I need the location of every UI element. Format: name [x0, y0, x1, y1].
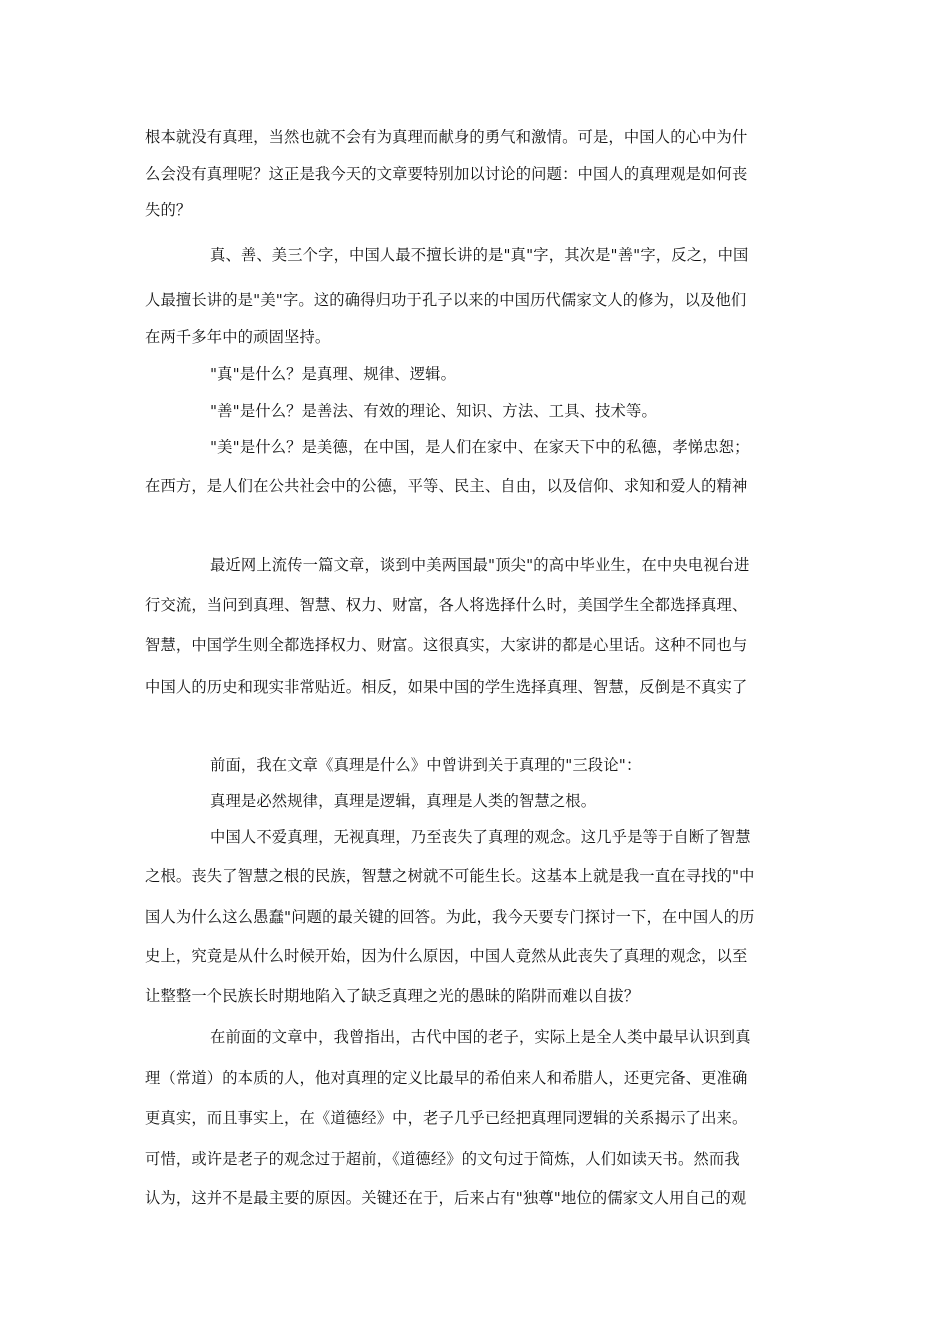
text-line: 在前面的文章中，我曾指出，古代中国的老子，实际上是全人类中最早认识到真: [210, 1028, 751, 1046]
text-line: 失的？: [145, 201, 192, 219]
text-line: 理（常道）的本质的人，他对真理的定义比最早的希伯来人和希腊人，还更完备、更准确: [145, 1069, 748, 1087]
text-line: 行交流，当问到真理、智慧、权力、财富，各人将选择什么时，美国学生全都选择真理、: [145, 596, 748, 614]
text-line: 根本就没有真理，当然也就不会有为真理而献身的勇气和激情。可是，中国人的心中为什: [145, 128, 748, 146]
text-line: 国人为什么这么愚蠢"问题的最关键的回答。为此，我今天要专门探讨一下，在中国人的历: [145, 908, 755, 926]
text-line: 人最擅长讲的是"美"字。这的确得归功于孔子以来的中国历代儒家文人的修为，以及他们: [145, 291, 747, 309]
text-line: 智慧，中国学生则全都选择权力、财富。这很真实，大家讲的都是心里话。这种不同也与: [145, 636, 748, 654]
text-line: 么会没有真理呢？这正是我今天的文章要特别加以讨论的问题：中国人的真理观是如何丧: [145, 165, 748, 183]
text-line: 最近网上流传一篇文章，谈到中美两国最"顶尖"的高中毕业生，在中央电视台进: [210, 556, 750, 574]
text-line: 中国人的历史和现实非常贴近。相反，如果中国的学生选择真理、智慧，反倒是不真实了: [145, 678, 748, 696]
text-line: 认为，这并不是最主要的原因。关键还在于，后来占有"独尊"地位的儒家文人用自己的观: [145, 1189, 747, 1207]
text-line: 让整整一个民族长时期地陷入了缺乏真理之光的愚昧的陷阱而难以自拔？: [145, 987, 640, 1005]
text-line: "善"是什么？是善法、有效的理论、知识、方法、工具、技术等。: [210, 402, 657, 420]
text-line: 真、善、美三个字，中国人最不擅长讲的是"真"字，其次是"善"字，反之，中国: [210, 246, 749, 264]
text-line: 更真实，而且事实上，在《道德经》中，老子几乎已经把真理同逻辑的关系揭示了出来。: [145, 1109, 748, 1127]
text-line: 之根。丧失了智慧之根的民族，智慧之树就不可能生长。这基本上就是我一直在寻找的"中: [145, 867, 755, 885]
text-line: "美"是什么？是美德，在中国，是人们在家中、在家天下中的私德，孝悌忠恕；: [210, 438, 750, 456]
text-line: 可惜，或许是老子的观念过于超前，《道德经》的文句过于简炼，人们如读天书。然而我: [145, 1150, 740, 1168]
text-line: 史上，究竟是从什么时候开始，因为什么原因，中国人竟然从此丧失了真理的观念，以至: [145, 947, 748, 965]
text-line: "真"是什么？是真理、规律、逻辑。: [210, 365, 457, 383]
text-line: 在两千多年中的顽固坚持。: [145, 328, 331, 346]
text-line: 真理是必然规律，真理是逻辑，真理是人类的智慧之根。: [210, 792, 597, 810]
text-line: 中国人不爱真理，无视真理，乃至丧失了真理的观念。这几乎是等于自断了智慧: [210, 828, 751, 846]
text-line: 前面，我在文章《真理是什么》中曾讲到关于真理的"三段论"：: [210, 756, 642, 774]
text-line: 在西方，是人们在公共社会中的公德，平等、民主、自由，以及信仰、求知和爱人的精神: [145, 477, 748, 495]
